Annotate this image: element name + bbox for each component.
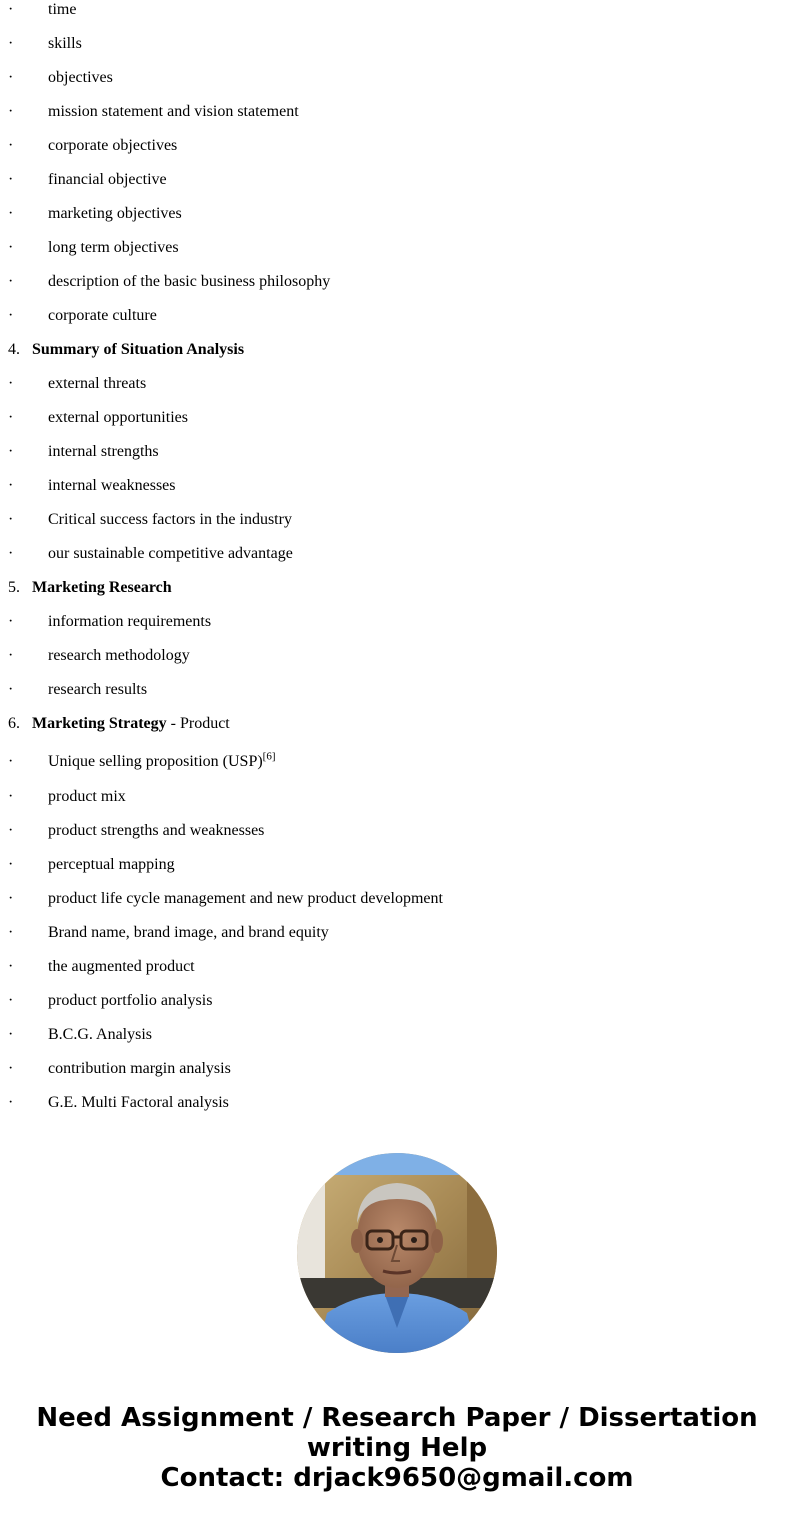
list-item-text: long term objectives: [48, 239, 179, 256]
bullet-marker: ·: [8, 1094, 14, 1111]
list-item-text: internal weaknesses: [48, 477, 176, 494]
section-number: 6.: [8, 715, 20, 732]
bullet-marker: ·: [8, 647, 14, 664]
bullet-marker: ·: [8, 788, 14, 805]
list-item-text: product mix: [48, 788, 126, 805]
bullet-marker: ·: [8, 890, 14, 907]
section-title: [32, 714, 230, 734]
contact-banner: [0, 1403, 794, 1493]
bullet-marker: ·: [8, 992, 14, 1009]
bullet-marker: ·: [8, 69, 14, 86]
list-item-text: time: [48, 1, 77, 18]
bullet-marker: ·: [8, 239, 14, 256]
bullet-marker: ·: [8, 613, 14, 630]
bullet-marker: ·: [8, 1060, 14, 1077]
bullet-marker: ·: [8, 205, 14, 222]
list-item-text: marketing objectives: [48, 205, 182, 222]
list-item-text: product strengths and weaknesses: [48, 822, 265, 839]
cta-contact-email[interactable]: Contact: drjack9650@gmail.com: [160, 1463, 634, 1493]
list-item-text: contribution margin analysis: [48, 1060, 231, 1077]
bullet-marker: ·: [8, 511, 14, 528]
bullet-marker: ·: [8, 375, 14, 392]
bullet-marker: ·: [8, 958, 14, 975]
cta-line-1: Need Assignment / Research Paper / Dissertation: [36, 1403, 758, 1433]
bullet-marker: ·: [8, 409, 14, 426]
list-item-text: Critical success factors in the industry: [48, 511, 292, 528]
bullet-marker: ·: [8, 171, 14, 188]
list-item-text: internal strengths: [48, 443, 159, 460]
list-item-text: product portfolio analysis: [48, 992, 213, 1009]
list-item-text: corporate culture: [48, 307, 157, 324]
bullet-marker: ·: [8, 822, 14, 839]
bullet-marker: ·: [8, 681, 14, 698]
bullet-marker: ·: [8, 924, 14, 941]
avatar-portrait: [297, 1153, 497, 1353]
bullet-marker: ·: [8, 35, 14, 52]
usp-text: Unique selling proposition (USP): [48, 753, 263, 770]
section-title-suffix: - Product: [166, 715, 230, 732]
list-item-text: objectives: [48, 69, 113, 86]
list-item-text: external opportunities: [48, 409, 188, 426]
bullet-marker: ·: [8, 1026, 14, 1043]
list-item-text: G.E. Multi Factoral analysis: [48, 1094, 229, 1111]
list-item-text: description of the basic business philosophy: [48, 273, 331, 290]
list-item-text: [48, 752, 276, 772]
bullet-marker: ·: [8, 307, 14, 324]
section-number: 5.: [8, 579, 20, 596]
list-item-text: product life cycle management and new product development: [48, 890, 443, 907]
section-title-bold: Marketing Research: [32, 579, 172, 596]
bullet-marker: ·: [8, 273, 14, 290]
section-title-bold: Marketing Strategy: [32, 715, 167, 732]
list-item-text: mission statement and vision statement: [48, 103, 299, 120]
list-item-text: our sustainable competitive advantage: [48, 545, 293, 562]
list-item-text: skills: [48, 35, 82, 52]
list-item-text: perceptual mapping: [48, 856, 175, 873]
section-title: [32, 340, 244, 360]
bullet-marker: ·: [8, 443, 14, 460]
bullet-marker: ·: [8, 137, 14, 154]
list-item-text: corporate objectives: [48, 137, 178, 154]
list-item-text: B.C.G. Analysis: [48, 1026, 153, 1043]
section-title-bold: Summary of Situation Analysis: [32, 341, 245, 358]
list-item-text: the augmented product: [48, 958, 195, 975]
list-item-text: financial objective: [48, 171, 167, 188]
cta-line-2: writing Help: [306, 1433, 488, 1463]
section-title: [32, 578, 172, 598]
list-item-text: Brand name, brand image, and brand equity: [48, 924, 329, 941]
bullet-marker: ·: [8, 753, 14, 770]
bullet-marker: ·: [8, 477, 14, 494]
bullet-marker: ·: [8, 545, 14, 562]
author-avatar: [297, 1153, 497, 1353]
list-item-text: information requirements: [48, 613, 212, 630]
list-item-text: research methodology: [48, 647, 190, 664]
citation-link[interactable]: [6]: [262, 750, 276, 763]
list-item-text: research results: [48, 681, 148, 698]
bullet-marker: ·: [8, 856, 14, 873]
list-item-text: external threats: [48, 375, 147, 392]
section-number: 4.: [8, 341, 20, 358]
bullet-marker: ·: [8, 103, 14, 120]
bullet-marker: ·: [8, 1, 14, 18]
